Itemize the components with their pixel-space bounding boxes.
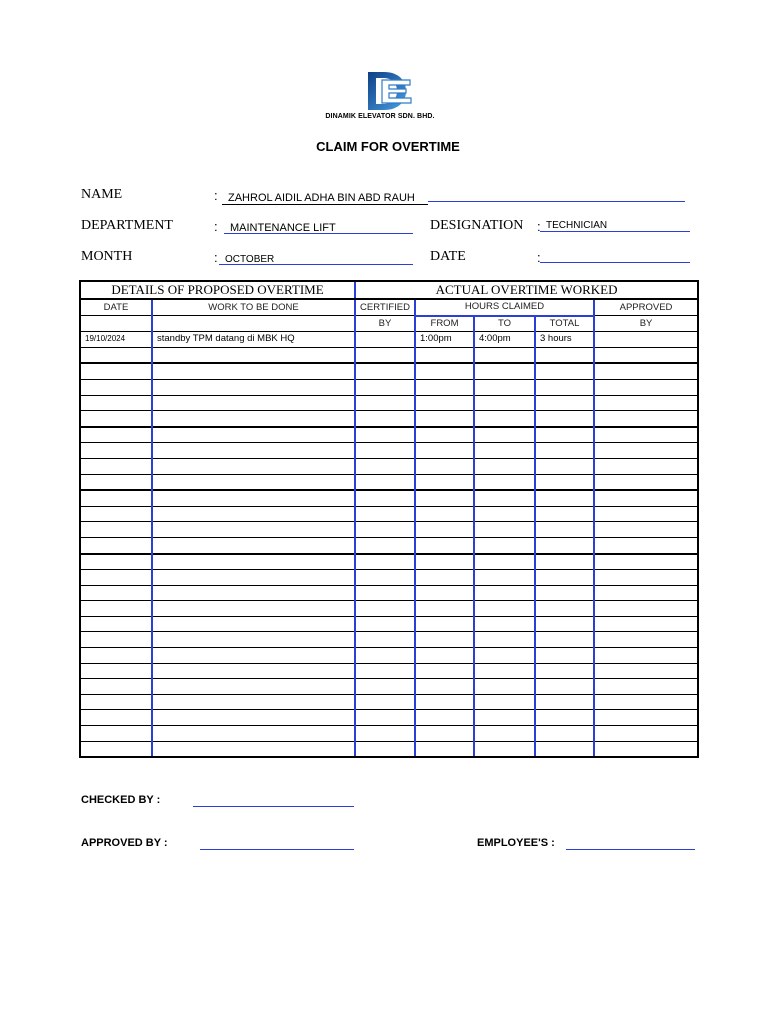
table-cell-to[interactable] bbox=[474, 490, 535, 506]
table-row bbox=[80, 632, 698, 648]
table-cell-approved[interactable] bbox=[594, 427, 698, 443]
table-cell-from[interactable] bbox=[415, 663, 474, 679]
table-cell-work[interactable] bbox=[152, 741, 355, 757]
table-row bbox=[80, 726, 698, 742]
col-to-header: TO bbox=[474, 316, 535, 332]
table-row bbox=[80, 347, 698, 363]
table-row bbox=[80, 395, 698, 411]
table-row bbox=[80, 663, 698, 679]
table-cell-to[interactable] bbox=[474, 506, 535, 522]
overtime-table bbox=[79, 280, 699, 758]
table-cell-from[interactable] bbox=[415, 537, 474, 553]
table-cell-approved[interactable] bbox=[594, 694, 698, 710]
table-row bbox=[80, 522, 698, 538]
table-cell-to[interactable] bbox=[474, 663, 535, 679]
table-cell-to[interactable] bbox=[474, 537, 535, 553]
table-cell-date[interactable] bbox=[80, 741, 152, 757]
table-cell-to[interactable] bbox=[474, 632, 535, 648]
table-cell-date[interactable] bbox=[80, 616, 152, 632]
approved-by-line[interactable] bbox=[200, 849, 354, 850]
table-cell-date[interactable] bbox=[80, 347, 152, 363]
date-colon: : bbox=[537, 250, 541, 265]
table-cell-certified[interactable] bbox=[355, 741, 415, 757]
table-cell-from[interactable] bbox=[415, 554, 474, 570]
table-cell-total[interactable] bbox=[535, 522, 594, 538]
table-cell-to[interactable] bbox=[474, 585, 535, 601]
table-cell-date[interactable] bbox=[80, 506, 152, 522]
department-value[interactable]: MAINTENANCE LIFT bbox=[230, 222, 336, 234]
table-cell-from[interactable] bbox=[415, 616, 474, 632]
table-cell-certified[interactable] bbox=[355, 616, 415, 632]
table-cell-date[interactable] bbox=[80, 570, 152, 586]
table-row bbox=[80, 458, 698, 474]
designation-colon: : bbox=[537, 219, 541, 234]
table-cell-work[interactable] bbox=[152, 347, 355, 363]
table-cell-certified[interactable] bbox=[355, 710, 415, 726]
table-row bbox=[80, 427, 698, 443]
name-colon: : bbox=[214, 188, 218, 203]
table-cell-work[interactable] bbox=[152, 363, 355, 379]
col-date-header-cont bbox=[80, 316, 152, 332]
designation-underline bbox=[540, 231, 690, 232]
table-cell-to[interactable] bbox=[474, 458, 535, 474]
table-cell-certified[interactable] bbox=[355, 332, 415, 348]
table-cell-from[interactable] bbox=[415, 679, 474, 695]
table-cell-certified[interactable] bbox=[355, 427, 415, 443]
table-cell-to[interactable] bbox=[474, 741, 535, 757]
table-cell-work[interactable]: standby TPM datang di MBK HQ bbox=[152, 332, 355, 348]
table-row bbox=[80, 554, 698, 570]
table-cell-date[interactable] bbox=[80, 710, 152, 726]
table-cell-from[interactable] bbox=[415, 632, 474, 648]
table-cell-certified[interactable] bbox=[355, 570, 415, 586]
table-cell-total[interactable] bbox=[535, 570, 594, 586]
table-row bbox=[80, 710, 698, 726]
table-cell-to[interactable] bbox=[474, 726, 535, 742]
table-cell-date[interactable] bbox=[80, 379, 152, 395]
col-total-header: TOTAL bbox=[535, 316, 594, 332]
table-cell-date[interactable] bbox=[80, 443, 152, 459]
table-row bbox=[80, 679, 698, 695]
table-cell-to[interactable] bbox=[474, 679, 535, 695]
employees-label: EMPLOYEE'S : bbox=[477, 837, 555, 849]
company-logo bbox=[362, 70, 414, 112]
table-cell-date[interactable] bbox=[80, 554, 152, 570]
name-underline-ext bbox=[428, 201, 685, 202]
table-cell-work[interactable] bbox=[152, 411, 355, 427]
table-cell-certified[interactable] bbox=[355, 506, 415, 522]
table-cell-from[interactable] bbox=[415, 648, 474, 664]
table-cell-approved[interactable] bbox=[594, 585, 698, 601]
table-cell-approved[interactable] bbox=[594, 679, 698, 695]
table-cell-from[interactable]: 1:00pm bbox=[415, 332, 474, 348]
designation-label: DESIGNATION bbox=[430, 218, 524, 233]
table-cell-date[interactable] bbox=[80, 411, 152, 427]
table-cell-date[interactable] bbox=[80, 363, 152, 379]
table-cell-total[interactable] bbox=[535, 632, 594, 648]
table-row bbox=[80, 363, 698, 379]
table-cell-from[interactable] bbox=[415, 741, 474, 757]
col-approved-header: APPROVED bbox=[594, 299, 698, 316]
table-cell-work[interactable] bbox=[152, 443, 355, 459]
col-approved-by: BY bbox=[594, 316, 698, 332]
table-cell-work[interactable] bbox=[152, 694, 355, 710]
table-cell-date[interactable] bbox=[80, 694, 152, 710]
table-cell-total[interactable] bbox=[535, 427, 594, 443]
table-cell-date[interactable] bbox=[80, 537, 152, 553]
table-cell-total[interactable] bbox=[535, 726, 594, 742]
table-cell-to[interactable] bbox=[474, 522, 535, 538]
table-section-header bbox=[80, 281, 698, 299]
table-cell-from[interactable] bbox=[415, 411, 474, 427]
table-cell-approved[interactable] bbox=[594, 537, 698, 553]
table-cell-total[interactable] bbox=[535, 347, 594, 363]
table-cell-date[interactable] bbox=[80, 601, 152, 617]
table-row bbox=[80, 585, 698, 601]
table-cell-work[interactable] bbox=[152, 506, 355, 522]
table-cell-to[interactable]: 4:00pm bbox=[474, 332, 535, 348]
table-header-row-2 bbox=[80, 316, 698, 332]
table-cell-total[interactable] bbox=[535, 395, 594, 411]
table-cell-approved[interactable] bbox=[594, 458, 698, 474]
table-cell-date[interactable] bbox=[80, 632, 152, 648]
table-body bbox=[80, 332, 698, 758]
table-cell-to[interactable] bbox=[474, 347, 535, 363]
table-cell-approved[interactable] bbox=[594, 490, 698, 506]
table-cell-from[interactable] bbox=[415, 506, 474, 522]
table-cell-total[interactable] bbox=[535, 663, 594, 679]
table-cell-certified[interactable] bbox=[355, 679, 415, 695]
table-cell-approved[interactable] bbox=[594, 741, 698, 757]
table-cell-total[interactable]: 3 hours bbox=[535, 332, 594, 348]
table-cell-total[interactable] bbox=[535, 648, 594, 664]
table-cell-from[interactable] bbox=[415, 585, 474, 601]
designation-value[interactable]: TECHNICIAN bbox=[546, 220, 608, 231]
table-row bbox=[80, 694, 698, 710]
table-cell-approved[interactable] bbox=[594, 363, 698, 379]
month-underline bbox=[219, 264, 413, 265]
name-value[interactable]: ZAHROL AIDIL ADHA BIN ABD RAUH bbox=[228, 192, 415, 204]
table-cell-certified[interactable] bbox=[355, 474, 415, 490]
table-cell-date[interactable] bbox=[80, 663, 152, 679]
table-cell-approved[interactable] bbox=[594, 395, 698, 411]
table-cell-to[interactable] bbox=[474, 616, 535, 632]
table-cell-date[interactable] bbox=[80, 522, 152, 538]
table-cell-to[interactable] bbox=[474, 379, 535, 395]
table-row bbox=[80, 490, 698, 506]
table-cell-from[interactable] bbox=[415, 474, 474, 490]
table-cell-from[interactable] bbox=[415, 710, 474, 726]
table-cell-to[interactable] bbox=[474, 395, 535, 411]
table-cell-certified[interactable] bbox=[355, 554, 415, 570]
table-cell-total[interactable] bbox=[535, 679, 594, 695]
table-cell-work[interactable] bbox=[152, 679, 355, 695]
table-cell-total[interactable] bbox=[535, 537, 594, 553]
col-work-header: WORK TO BE DONE bbox=[152, 299, 355, 316]
table-cell-work[interactable] bbox=[152, 474, 355, 490]
table-cell-work[interactable] bbox=[152, 379, 355, 395]
table-cell-approved[interactable] bbox=[594, 663, 698, 679]
name-underline bbox=[222, 204, 428, 205]
table-cell-to[interactable] bbox=[474, 363, 535, 379]
table-cell-date[interactable] bbox=[80, 679, 152, 695]
section-actual: ACTUAL OVERTIME WORKED bbox=[355, 281, 698, 299]
table-cell-date[interactable] bbox=[80, 585, 152, 601]
table-cell-from[interactable] bbox=[415, 522, 474, 538]
table-cell-from[interactable] bbox=[415, 443, 474, 459]
table-cell-total[interactable] bbox=[535, 585, 594, 601]
table-cell-to[interactable] bbox=[474, 710, 535, 726]
table-cell-approved[interactable] bbox=[594, 332, 698, 348]
department-colon: : bbox=[214, 219, 218, 234]
table-row bbox=[80, 379, 698, 395]
table-cell-certified[interactable] bbox=[355, 363, 415, 379]
table-row bbox=[80, 741, 698, 757]
table-cell-from[interactable] bbox=[415, 694, 474, 710]
table-cell-work[interactable] bbox=[152, 601, 355, 617]
table-row bbox=[80, 474, 698, 490]
table-cell-certified[interactable] bbox=[355, 632, 415, 648]
table-cell-certified[interactable] bbox=[355, 379, 415, 395]
table-cell-work[interactable] bbox=[152, 490, 355, 506]
table-cell-work[interactable] bbox=[152, 726, 355, 742]
table-row bbox=[80, 616, 698, 632]
table-cell-approved[interactable] bbox=[594, 474, 698, 490]
table-cell-work[interactable] bbox=[152, 663, 355, 679]
table-cell-from[interactable] bbox=[415, 601, 474, 617]
table-cell-total[interactable] bbox=[535, 710, 594, 726]
table-cell-work[interactable] bbox=[152, 632, 355, 648]
table-cell-total[interactable] bbox=[535, 554, 594, 570]
table-cell-approved[interactable] bbox=[594, 570, 698, 586]
table-cell-total[interactable] bbox=[535, 363, 594, 379]
table-cell-from[interactable] bbox=[415, 427, 474, 443]
table-cell-approved[interactable] bbox=[594, 601, 698, 617]
table-cell-to[interactable] bbox=[474, 648, 535, 664]
col-work-header-cont bbox=[152, 316, 355, 332]
table-cell-approved[interactable] bbox=[594, 726, 698, 742]
table-cell-to[interactable] bbox=[474, 554, 535, 570]
table-cell-from[interactable] bbox=[415, 726, 474, 742]
table-cell-total[interactable] bbox=[535, 411, 594, 427]
table-row bbox=[80, 443, 698, 459]
table-cell-from[interactable] bbox=[415, 379, 474, 395]
table-cell-to[interactable] bbox=[474, 474, 535, 490]
table-row bbox=[80, 601, 698, 617]
table-cell-approved[interactable] bbox=[594, 522, 698, 538]
checked-by-label: CHECKED BY : bbox=[81, 794, 161, 806]
name-label: NAME bbox=[81, 187, 123, 202]
table-cell-from[interactable] bbox=[415, 347, 474, 363]
col-date-header: DATE bbox=[80, 299, 152, 316]
table-row bbox=[80, 648, 698, 664]
table-row bbox=[80, 411, 698, 427]
table-cell-certified[interactable] bbox=[355, 663, 415, 679]
date-label: DATE bbox=[430, 249, 466, 264]
table-cell-total[interactable] bbox=[535, 601, 594, 617]
table-cell-certified[interactable] bbox=[355, 726, 415, 742]
table-cell-total[interactable] bbox=[535, 506, 594, 522]
col-from-header: FROM bbox=[415, 316, 474, 332]
month-value[interactable]: OCTOBER bbox=[225, 254, 275, 265]
table-cell-date[interactable]: 19/10/2024 bbox=[80, 332, 152, 348]
table-cell-from[interactable] bbox=[415, 570, 474, 586]
table-cell-work[interactable] bbox=[152, 570, 355, 586]
col-hours-header: HOURS CLAIMED bbox=[415, 299, 594, 316]
table-cell-total[interactable] bbox=[535, 474, 594, 490]
table-cell-certified[interactable] bbox=[355, 694, 415, 710]
table-cell-certified[interactable] bbox=[355, 458, 415, 474]
table-cell-approved[interactable] bbox=[594, 648, 698, 664]
month-colon: : bbox=[214, 250, 218, 265]
table-cell-certified[interactable] bbox=[355, 443, 415, 459]
section-proposed: DETAILS OF PROPOSED OVERTIME bbox=[80, 281, 355, 299]
table-cell-approved[interactable] bbox=[594, 632, 698, 648]
table-row bbox=[80, 332, 698, 348]
form-title: CLAIM FOR OVERTIME bbox=[316, 139, 460, 154]
table-cell-total[interactable] bbox=[535, 741, 594, 757]
table-cell-certified[interactable] bbox=[355, 601, 415, 617]
table-cell-approved[interactable] bbox=[594, 347, 698, 363]
table-cell-work[interactable] bbox=[152, 585, 355, 601]
company-name: DINAMIK ELEVATOR SDN. BHD. bbox=[325, 113, 435, 120]
table-cell-certified[interactable] bbox=[355, 347, 415, 363]
col-certified-by: BY bbox=[355, 316, 415, 332]
table-cell-date[interactable] bbox=[80, 474, 152, 490]
table-cell-certified[interactable] bbox=[355, 411, 415, 427]
date-underline bbox=[540, 262, 690, 263]
table-cell-work[interactable] bbox=[152, 710, 355, 726]
table-row bbox=[80, 537, 698, 553]
table-cell-work[interactable] bbox=[152, 554, 355, 570]
table-cell-certified[interactable] bbox=[355, 522, 415, 538]
department-label: DEPARTMENT bbox=[81, 218, 173, 233]
department-underline bbox=[224, 233, 413, 234]
table-cell-work[interactable] bbox=[152, 427, 355, 443]
table-cell-approved[interactable] bbox=[594, 411, 698, 427]
table-cell-total[interactable] bbox=[535, 616, 594, 632]
table-cell-certified[interactable] bbox=[355, 490, 415, 506]
table-cell-approved[interactable] bbox=[594, 616, 698, 632]
table-cell-certified[interactable] bbox=[355, 395, 415, 411]
table-cell-from[interactable] bbox=[415, 490, 474, 506]
table-cell-date[interactable] bbox=[80, 458, 152, 474]
employees-line[interactable] bbox=[566, 849, 695, 850]
table-cell-date[interactable] bbox=[80, 648, 152, 664]
table-cell-approved[interactable] bbox=[594, 710, 698, 726]
table-cell-certified[interactable] bbox=[355, 648, 415, 664]
col-certified-header: CERTIFIED bbox=[355, 299, 415, 316]
table-cell-total[interactable] bbox=[535, 379, 594, 395]
table-cell-to[interactable] bbox=[474, 601, 535, 617]
table-cell-from[interactable] bbox=[415, 458, 474, 474]
table-cell-from[interactable] bbox=[415, 363, 474, 379]
table-cell-total[interactable] bbox=[535, 490, 594, 506]
table-cell-work[interactable] bbox=[152, 522, 355, 538]
table-cell-certified[interactable] bbox=[355, 537, 415, 553]
month-label: MONTH bbox=[81, 249, 133, 264]
approved-by-label: APPROVED BY : bbox=[81, 837, 168, 849]
table-cell-approved[interactable] bbox=[594, 554, 698, 570]
table-cell-date[interactable] bbox=[80, 726, 152, 742]
checked-by-line[interactable] bbox=[193, 806, 354, 807]
table-cell-work[interactable] bbox=[152, 616, 355, 632]
table-cell-date[interactable] bbox=[80, 427, 152, 443]
table-cell-total[interactable] bbox=[535, 458, 594, 474]
table-cell-approved[interactable] bbox=[594, 379, 698, 395]
table-cell-approved[interactable] bbox=[594, 443, 698, 459]
table-cell-to[interactable] bbox=[474, 570, 535, 586]
table-cell-work[interactable] bbox=[152, 395, 355, 411]
table-cell-from[interactable] bbox=[415, 395, 474, 411]
table-cell-to[interactable] bbox=[474, 443, 535, 459]
table-cell-to[interactable] bbox=[474, 427, 535, 443]
table-cell-date[interactable] bbox=[80, 490, 152, 506]
table-cell-work[interactable] bbox=[152, 458, 355, 474]
table-row bbox=[80, 570, 698, 586]
table-cell-total[interactable] bbox=[535, 443, 594, 459]
table-cell-date[interactable] bbox=[80, 395, 152, 411]
table-cell-certified[interactable] bbox=[355, 585, 415, 601]
table-cell-to[interactable] bbox=[474, 694, 535, 710]
table-header-row-1 bbox=[80, 299, 698, 316]
table-cell-to[interactable] bbox=[474, 411, 535, 427]
table-cell-work[interactable] bbox=[152, 537, 355, 553]
table-cell-work[interactable] bbox=[152, 648, 355, 664]
table-cell-total[interactable] bbox=[535, 694, 594, 710]
table-cell-approved[interactable] bbox=[594, 506, 698, 522]
table-row bbox=[80, 506, 698, 522]
